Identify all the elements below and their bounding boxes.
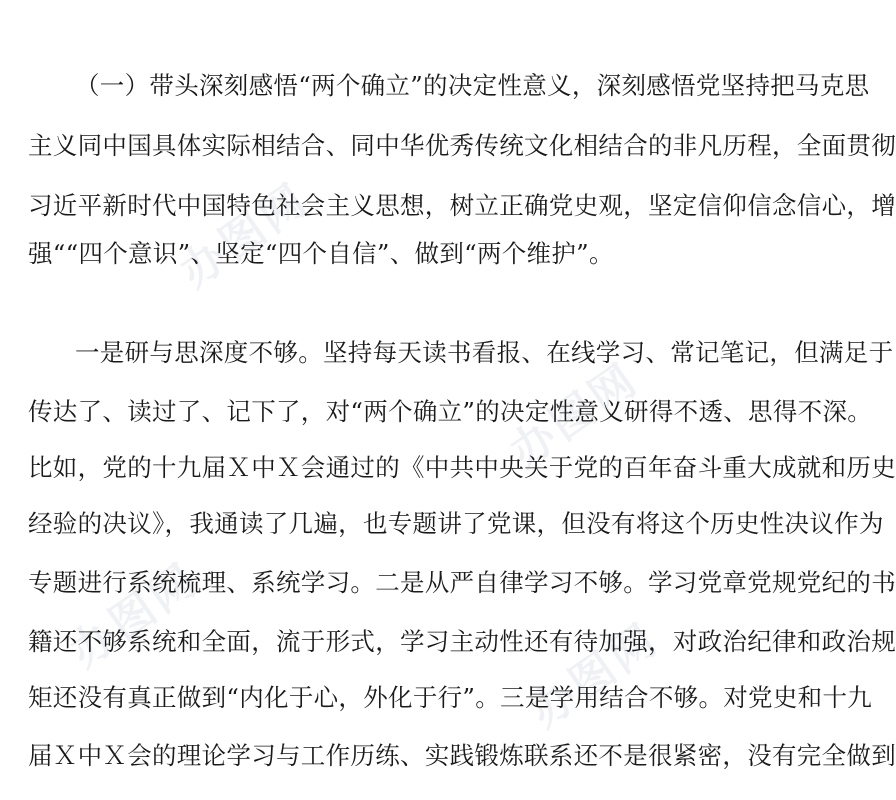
paragraph-2-line-8: 届Ｘ中Ｘ会的理论学习与工作历练、实践锻炼联系还不是很紧密，没有完全做到: [28, 741, 896, 770]
paragraph-2-line-1: 一是研与思深度不够。坚持每天读书看报、在线学习、常记笔记，但满足于: [75, 338, 894, 367]
paragraph-2-line-5: 专题进行系统梳理、系统学习。二是从严自律学习不够。学习党章党规党纪的书: [28, 568, 896, 597]
watermark-3: 办图网: [60, 553, 209, 678]
paragraph-2-line-4: 经验的决议》，我通读了几遍，也专题讲了党课，但没有将这个历史性决议作为: [28, 509, 884, 538]
paragraph-2-line-3: 比如，党的十九届Ｘ中Ｘ会通过的《中共中央关于党的百年奋斗重大成就和历史: [28, 453, 896, 482]
paragraph-1-line-2: 主义同中国具体实际相结合、同中华优秀传统文化相结合的非凡历程，全面贯彻: [28, 131, 896, 160]
watermark-1: 办图网: [170, 173, 319, 298]
paragraph-2-line-7: 矩还没有真正做到“内化于心，外化于行”。三是学用结合不够。对党史和十九: [28, 683, 873, 712]
paragraph-1-line-1: （一）带头深刻感悟“两个确立”的决定性意义，深刻感悟党坚持把马克思: [75, 71, 870, 100]
paragraph-2-line-2: 传达了、读过了、记下了，对“两个确立”的决定性意义研得不透、思得不深。: [28, 397, 873, 426]
watermark-4: 办图网: [520, 613, 669, 738]
paragraph-2-line-6: 籍还不够系统和全面，流于形式，学习主动性还有待加强，对政治纪律和政治规: [28, 627, 896, 656]
paragraph-1-line-3: 习近平新时代中国特色社会主义思想，树立正确党史观，坚定信仰信念信心，增: [28, 191, 896, 220]
paragraph-1-line-4: 强““四个意识”、坚定“四个自信”、做到“两个维护”。: [28, 239, 614, 268]
watermark-2: 办图网: [500, 353, 649, 478]
